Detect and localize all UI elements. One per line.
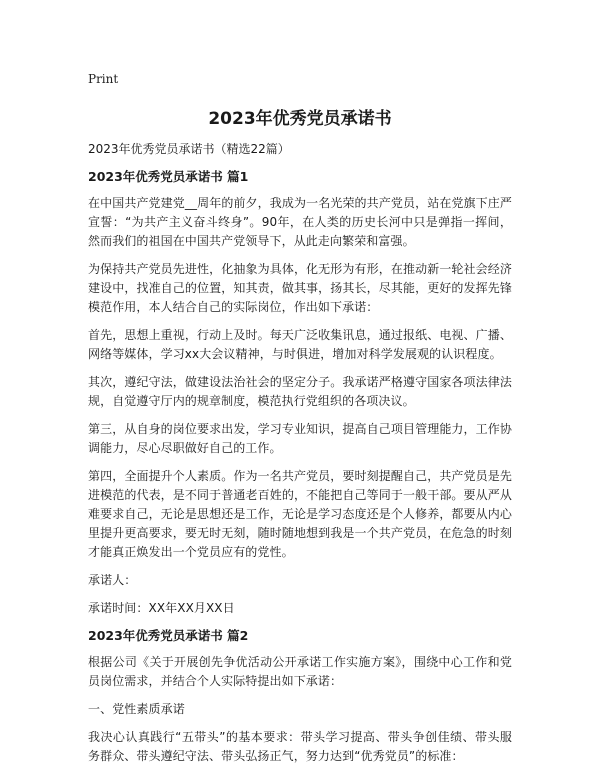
paragraph: 首先，思想上重视，行动上及时。每天广泛收集讯息，通过报纸、电视、广播、网络等媒体，学习xx大会议精神，与时俱进，增加对科学发展观的认识程度。 xyxy=(88,328,512,361)
signer-line: 承诺人： xyxy=(88,573,137,587)
paragraph: 其次，遵纪守法，做建设法治社会的坚定分子。我承诺严格遵守国家各项法律法规，自觉遵守厅内的规章制度，模范执行党组织的各项决议。 xyxy=(88,375,512,408)
section-heading-1: 2023年优秀党员承诺书 篇1 xyxy=(88,169,249,184)
paragraph: 为保持共产党员先进性，化抽象为具体，化无形为有形，在推动新一轮社会经济建设中，找准自己的位置，知其责，做其事，扬其长，尽其能，更好的发挥先锋模范作用，本人结合自己的实际岗位，作出如下承诺： xyxy=(88,262,512,314)
paragraph: 在中国共产党建党__周年的前夕，我成为一名光荣的共产党员，站在党旗下庄严宣誓：“为共产主义奋斗终身”。90年，在人类的历史长河中只是弹指一挥间，然而我们的祖国在中国共产党领导下，从此走向繁荣和富强。 xyxy=(88,196,512,248)
paragraph: 第三，从自身的岗位要求出发，学习专业知识，提高自己项目管理能力，工作协调能力，尽心尽职做好自己的工作。 xyxy=(88,422,512,455)
section-heading-2: 2023年优秀党员承诺书 篇2 xyxy=(88,628,249,643)
document-subtitle: 2023年优秀党员承诺书（精选22篇） xyxy=(88,142,290,156)
subheading-paragraph: 一、党性素质承诺 xyxy=(88,702,185,716)
paragraph: 根据公司《关于开展创先争优活动公开承诺工作实施方案》，围绕中心工作和党员岗位需求，并结合个人实际特提出如下承诺： xyxy=(88,655,512,688)
commitment-date-line: 承诺时间：XX年XX月XX日 xyxy=(88,601,235,615)
print-link[interactable]: Print xyxy=(88,72,119,86)
paragraph: 我决心认真践行“五带头”的基本要求：带头学习提高、带头争创佳绩、带头服务群众、带头遵纪守法、带头弘扬正气，努力达到“优秀党员”的标准： xyxy=(88,730,512,763)
paragraph: 第四，全面提升个人素质。作为一名共产党员，要时刻提醒自己，共产党员是先进模范的代表，是不同于普通老百姓的，不能把自己等同于一般干部。要从严从难要求自己，无论是思想还是工作，无论是学习态度还是个人修养，都要从内心里提升更高要求，要无时无刻，随时随地想到我是一个共产党员，在危急的时刻才能真正焕发出一个党员应有的党性。 xyxy=(88,469,512,559)
page-title: 2023年优秀党员承诺书 xyxy=(208,109,392,129)
